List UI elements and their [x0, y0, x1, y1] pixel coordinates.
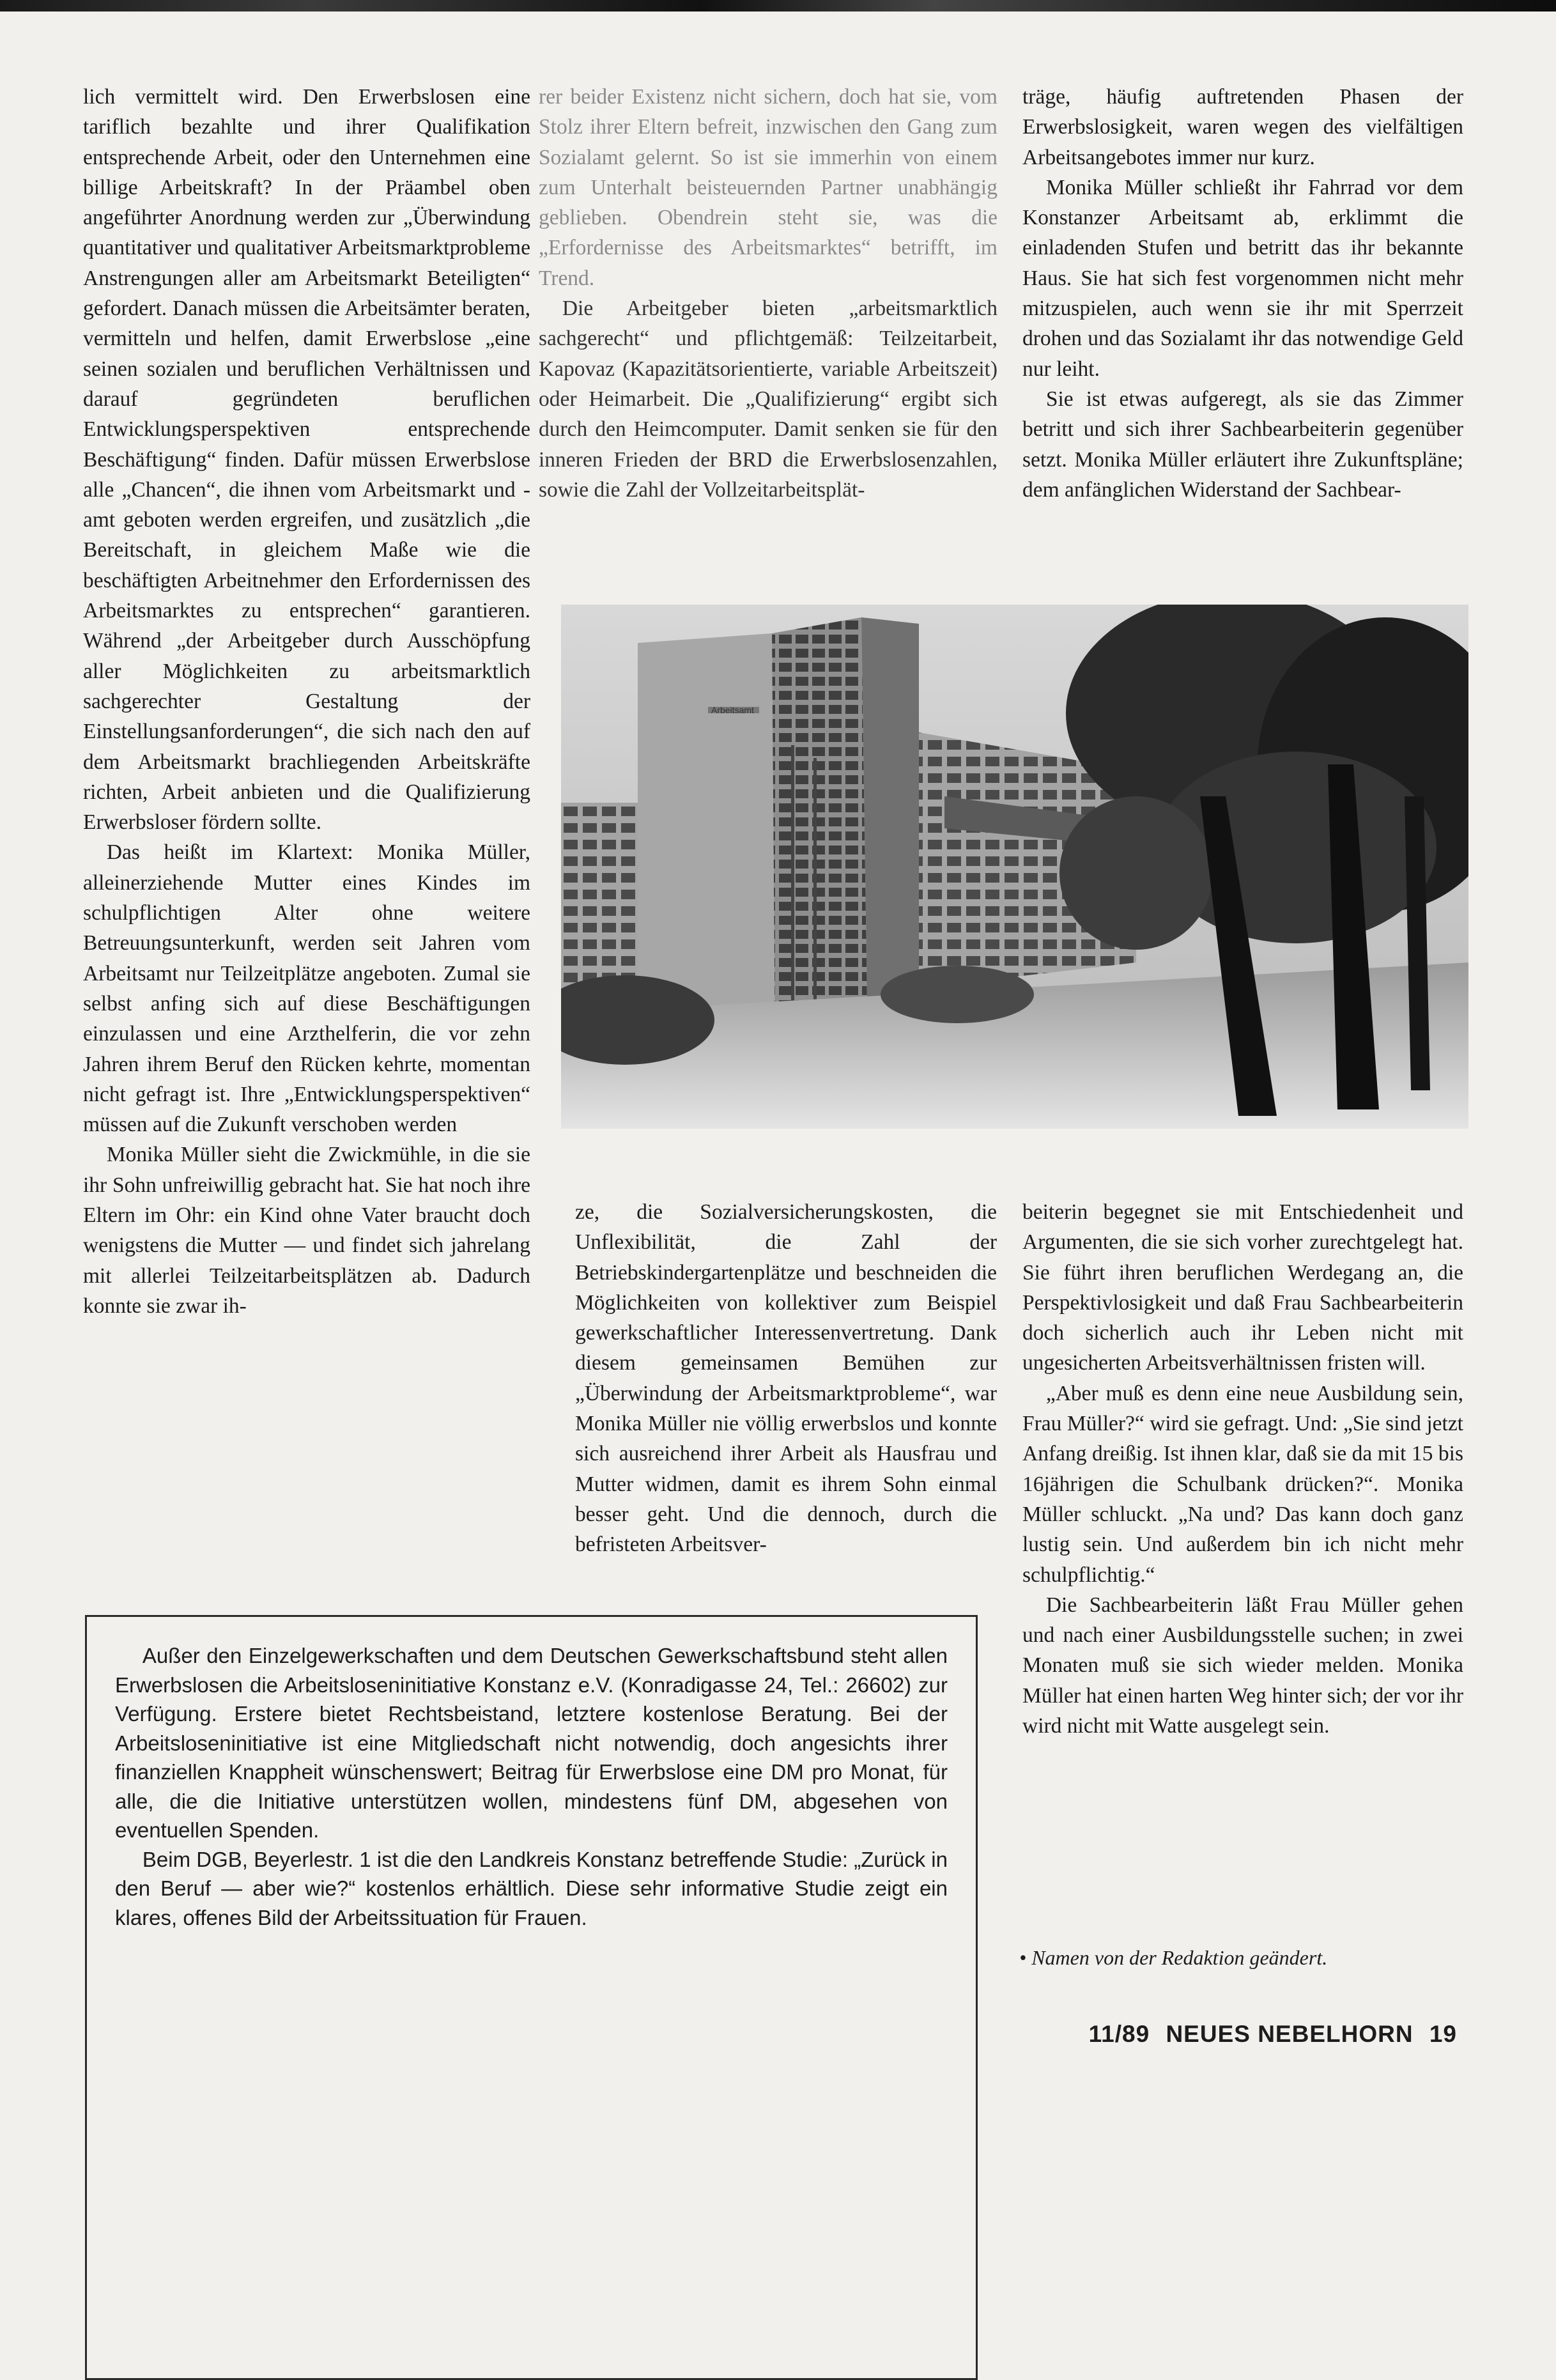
footnote: • Namen von der Redaktion geändert.	[1019, 1946, 1328, 1969]
building-sign: Arbeitsamt	[711, 705, 754, 715]
paragraph: träge, häufig auftretenden Phasen der Erwerbslosigkeit, waren wegen des vielfältigen Arbeitsangebotes immer nur kurz.	[1022, 85, 1463, 169]
building-glass-front	[772, 617, 868, 1052]
article-column-3-bottom	[1022, 1197, 1463, 1741]
paragraph: Monika Müller sieht die Zwickmühle, in die sie ihr Sohn unfreiwillig gebracht hat. Sie hat noch ihre Eltern im Ohr: ein Kind ohne Vater braucht doch wenigstens die Mutter — und findet sich jahrelang mit allerlei Teilzeitarbeitsplätzen ab. Dadurch konnte sie zwar ih-	[83, 1143, 530, 1318]
article-column-3-top	[1022, 82, 1463, 505]
paragraph: Sie ist etwas aufgeregt, als sie das Zimmer betritt und sich ihrer Sachbearbeiterin gegenüber setzt. Monika Müller erläutert ihre Zukunftspläne; dem anfänglichen Widerstand der Sachbear-	[1022, 387, 1463, 502]
page-number: 19	[1429, 2021, 1457, 2047]
paragraph: lich vermittelt wird. Den Erwerbslosen eine tariflich bezahlte und ihrer Qualifikation entsprechende Arbeit, oder den Unternehmen eine billige Arbeitskraft? In der Präambel oben angeführter Anordnung werden zur „Überwindung quantitativer und qualitativer Arbeitsmarktprobleme Anstrengungen aller am Arbeitsmarkt Beteiligten“ gefordert. Danach müssen die Arbeitsämter beraten, vermitteln und helfen, damit Erwerbslose „eine seinen sozialen und beruflichen Verhältnissen und darauf gegründeten beruflichen Entwicklungsperspektiven entsprechende Beschäftigung“ finden. Dafür müssen Erwerbslose alle „Chancen“, die ihnen vom Arbeitsmarkt und -amt geboten werden ergreifen, und zusätzlich „die Bereitschaft, in gleichem Maße wie die beschäftigten Arbeitnehmer den Erfordernissen des Arbeitsmarktes zu entsprechen“ garantieren. Während „der Arbeitgeber durch Ausschöpfung aller Möglichkeiten zu arbeitsmarktlich sachgerechter Gestaltung der Einstellungsanforderungen“, die sich nach den auf dem Arbeitsmarkt brachliegenden Arbeitskräfte richten, Arbeit anbieten und die Qualifizierung Erwerbsloser fördern sollte.	[83, 85, 530, 835]
article-column-1	[83, 82, 530, 1321]
article-column-2-top	[539, 82, 998, 505]
paragraph: beiterin begegnet sie mit Entschiedenheit und Argumenten, die sie sich vorher zurechtgelegt hat. Sie führt ihren beruflichen Werdegang an, die Perspektivlosigkeit und daß Frau Sachbearbeiterin doch sicherlich auch ihr Leben nicht mit ungesicherten Arbeitsverhältnissen fristen will.	[1022, 1200, 1463, 1375]
paragraph: Monika Müller schließt ihr Fahrrad vor dem Konstanzer Arbeitsamt ab, erklimmt die einladenden Stufen und betritt das ihr bekannte Haus. Sie hat sich fest vorgenommen nicht mehr mitzuspielen, auch wenn sie ihr mit Sperrzeit drohen und das Sozialamt ihr das notwendige Geld nur leiht.	[1022, 175, 1463, 381]
magazine-name: NEUES NEBELHORN	[1166, 2021, 1413, 2047]
page-top-edge	[0, 0, 1556, 12]
article-column-2-bottom	[575, 1197, 997, 1560]
issue-number: 11/89	[1088, 2021, 1150, 2047]
bush	[881, 966, 1034, 1023]
arbeitsamt-building-photo	[561, 605, 1468, 1129]
info-paragraph: Beim DGB, Beyerlestr. 1 ist die den Landkreis Konstanz betreffende Studie: „Zurück in den Beruf — aber wie?“ kostenlos erhältlich. Diese sehr informative Studie zeigt ein klares, offenes Bild der Arbeitssituation für Frauen.	[115, 1847, 948, 1929]
building-photo-illustration	[561, 605, 1468, 1129]
page-footer	[1080, 2021, 1457, 2048]
paragraph: Die Arbeitgeber bieten „arbeitsmarktlich sachgerecht“ und pflichtgemäß: Teilzeitarbeit, Kapovaz (Kapazitätsorientierte, variable Arbeitszeit) oder Heimarbeit. Die „Qualifizierung“ ergibt sich durch den Heimcomputer. Damit senken sie für den inneren Frieden der BRD die Erwerbslosenzahlen, sowie die Zahl der Vollzeitarbeitsplät-	[539, 297, 998, 502]
paragraph-faded: rer beider Existenz nicht sichern, doch hat sie, vom Stolz ihrer Eltern befreit, inzwischen den Gang zum Sozialamt gelernt. So ist sie immerhin von einem zum Unterhalt beisteuernden Partner unabhängig geblieben. Obendrein steht sie, was die „Erfordernisse des Arbeitsmarktes“ betrifft, im Trend.	[539, 85, 998, 290]
info-box	[85, 1615, 978, 2380]
paragraph: „Aber muß es denn eine neue Ausbildung sein, Frau Müller?“ wird sie gefragt. Und: „Sie sind jetzt Anfang dreißig. Ist ihnen klar, daß sie da mit 15 bis 16jährigen die Schulbank drücken?“. Monika Müller schluckt. „Na und? Das kann doch ganz lustig sein. Und außerdem bin ich nicht mehr schulpflichtig.“	[1022, 1381, 1463, 1587]
paragraph: ze, die Sozialversicherungskosten, die Unflexibilität, die Zahl der Betriebskindergartenplätze und beschneiden die Möglichkeiten von kollektiver zum Beispiel gewerkschaftlicher Interessenvertretung. Dank diesem gemeinsamen Bemühen zur „Überwindung der Arbeitsmarktprobleme“, war Monika Müller nie völlig erwerbslos und konnte sich ausreichend ihrer Arbeit als Hausfrau und Mutter widmen, damit es ihrem Sohn einmal besser geht. Und die dennoch, durch die befristeten Arbeitsver-	[575, 1200, 997, 1557]
paragraph: Das heißt im Klartext: Monika Müller, alleinerziehende Mutter eines Kindes im schulpflichtigen Alter ohne weitere Betreuungsunterkunft, werden seit Jahren vom Arbeitsamt nur Teilzeitplätze angeboten. Zumal sie selbst anfing sich auf diese Beschäftigungen einzulassen und eine Arzthelferin, die vor zehn Jahren ihrem Beruf den Rücken kehrte, momentan nicht gefragt ist. Ihre „Entwicklungsperspektiven“ müssen auf die Zukunft verschoben werden	[83, 840, 530, 1137]
info-paragraph: Außer den Einzelgewerkschaften und dem Deutschen Gewerkschaftsbund steht allen Erwerbslosen die Arbeitsloseninitiative Konstanz e.V. (Konradigasse 24, Tel.: 26602) zur Verfügung. Erstere bietet Rechtsbeistand, letztere kostenlose Beratung. Bei der Arbeitsloseninitiative ist eine Mitgliedschaft nicht notwendig, doch angesichts ihrer finanziellen Knappheit wünschenswert; Beitrag für Erwerbslose eine DM pro Monat, für alle, die die Initiative unterstützen wollen, mindestens fünf DM, abgesehen von eventuellen Spenden.	[115, 1644, 948, 1842]
paragraph: Die Sachbearbeiterin läßt Frau Müller gehen und nach einer Ausbildungsstelle suchen; in zwei Monaten muß sie sich wieder melden. Monika Müller hat einen harten Weg hinter sich; der vor ihr wird nicht mit Watte ausgelegt sein.	[1022, 1593, 1463, 1738]
